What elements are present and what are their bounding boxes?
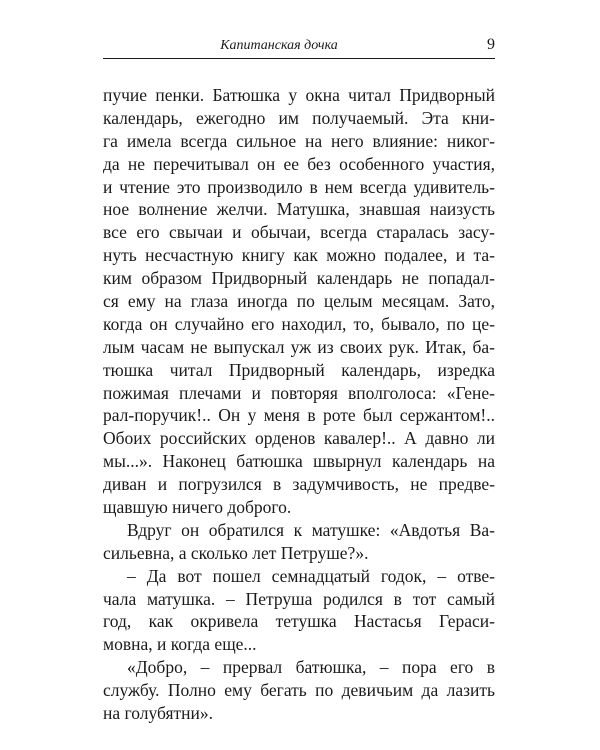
paragraph-first-line: – Да вот пошел семнадцатый годок, – отве- bbox=[127, 565, 495, 586]
paragraph-end-line: сильевна, а сколько лет Петруше?». bbox=[103, 542, 369, 563]
text-line: нуть несчастную книгу как можно подалее, и та- bbox=[103, 245, 495, 266]
running-title: Капитанская дочка bbox=[220, 38, 338, 53]
page-number: 9 bbox=[487, 36, 495, 53]
text-line: службу. Полно ему бегать по девичьим да лазить bbox=[103, 680, 495, 701]
text-line: лым часам не выпускал уж из своих рук. Итак, ба- bbox=[103, 336, 495, 357]
text-line: тюшка читал Придворный календарь, изредка bbox=[103, 359, 495, 380]
text-line: ким образом Придворный календарь не попадал- bbox=[103, 268, 495, 289]
page-body bbox=[103, 84, 495, 725]
text-line: календарь, ежегодно им получаемый. Эта кни- bbox=[103, 107, 495, 128]
text-line: чала матушка. – Петруша родился в тот самый bbox=[103, 588, 495, 609]
text-line: мы...». Наконец батюшка швырнул календарь на bbox=[103, 451, 495, 472]
text-line: диван и погрузился в задумчивость, не предве- bbox=[103, 474, 495, 495]
text-line: рал-поручик!.. Он у меня в роте был сержантом!.. bbox=[103, 405, 495, 426]
text-line: год, как окривела тетушка Настасья Гераси- bbox=[103, 611, 495, 632]
text-line: пучие пенки. Батюшка у окна читал Придворный bbox=[103, 85, 495, 105]
header-rule bbox=[103, 58, 495, 59]
text-line: и чтение это производило в нем всегда удивитель- bbox=[103, 176, 495, 197]
paragraph-first-line: «Добро, – прервал батюшка, – пора его в bbox=[127, 657, 495, 678]
text-line: Обоих российских орденов кавалер!.. А давно ли bbox=[103, 428, 495, 449]
text-line: пожимая плечами и повторяя вполголоса: «Гене- bbox=[103, 382, 495, 403]
text-line: га имела всегда сильное на него влияние: никог- bbox=[103, 130, 495, 151]
text-line: когда он случайно его находил, то, бывало, по це- bbox=[103, 313, 495, 334]
paragraph-end-line: на голубятни». bbox=[103, 703, 214, 724]
text-line: ся ему на глаза иногда по целым месяцам. Зато, bbox=[103, 291, 495, 312]
paragraph-first-line: Вдруг он обратился к матушке: «Авдотья Ва- bbox=[127, 519, 495, 540]
text-line: ное волнение желчи. Матушка, знавшая наизусть bbox=[103, 199, 495, 220]
text-line: да не перечитывал он ее без особенного участия, bbox=[103, 153, 495, 174]
text-line: все его свычаи и обычаи, всегда старалась засу- bbox=[103, 222, 495, 243]
running-header bbox=[103, 37, 495, 59]
paragraph-end-line: мовна, и когда еще... bbox=[103, 634, 257, 655]
paragraph-end-line: щавшую ничего доброго. bbox=[103, 497, 292, 518]
